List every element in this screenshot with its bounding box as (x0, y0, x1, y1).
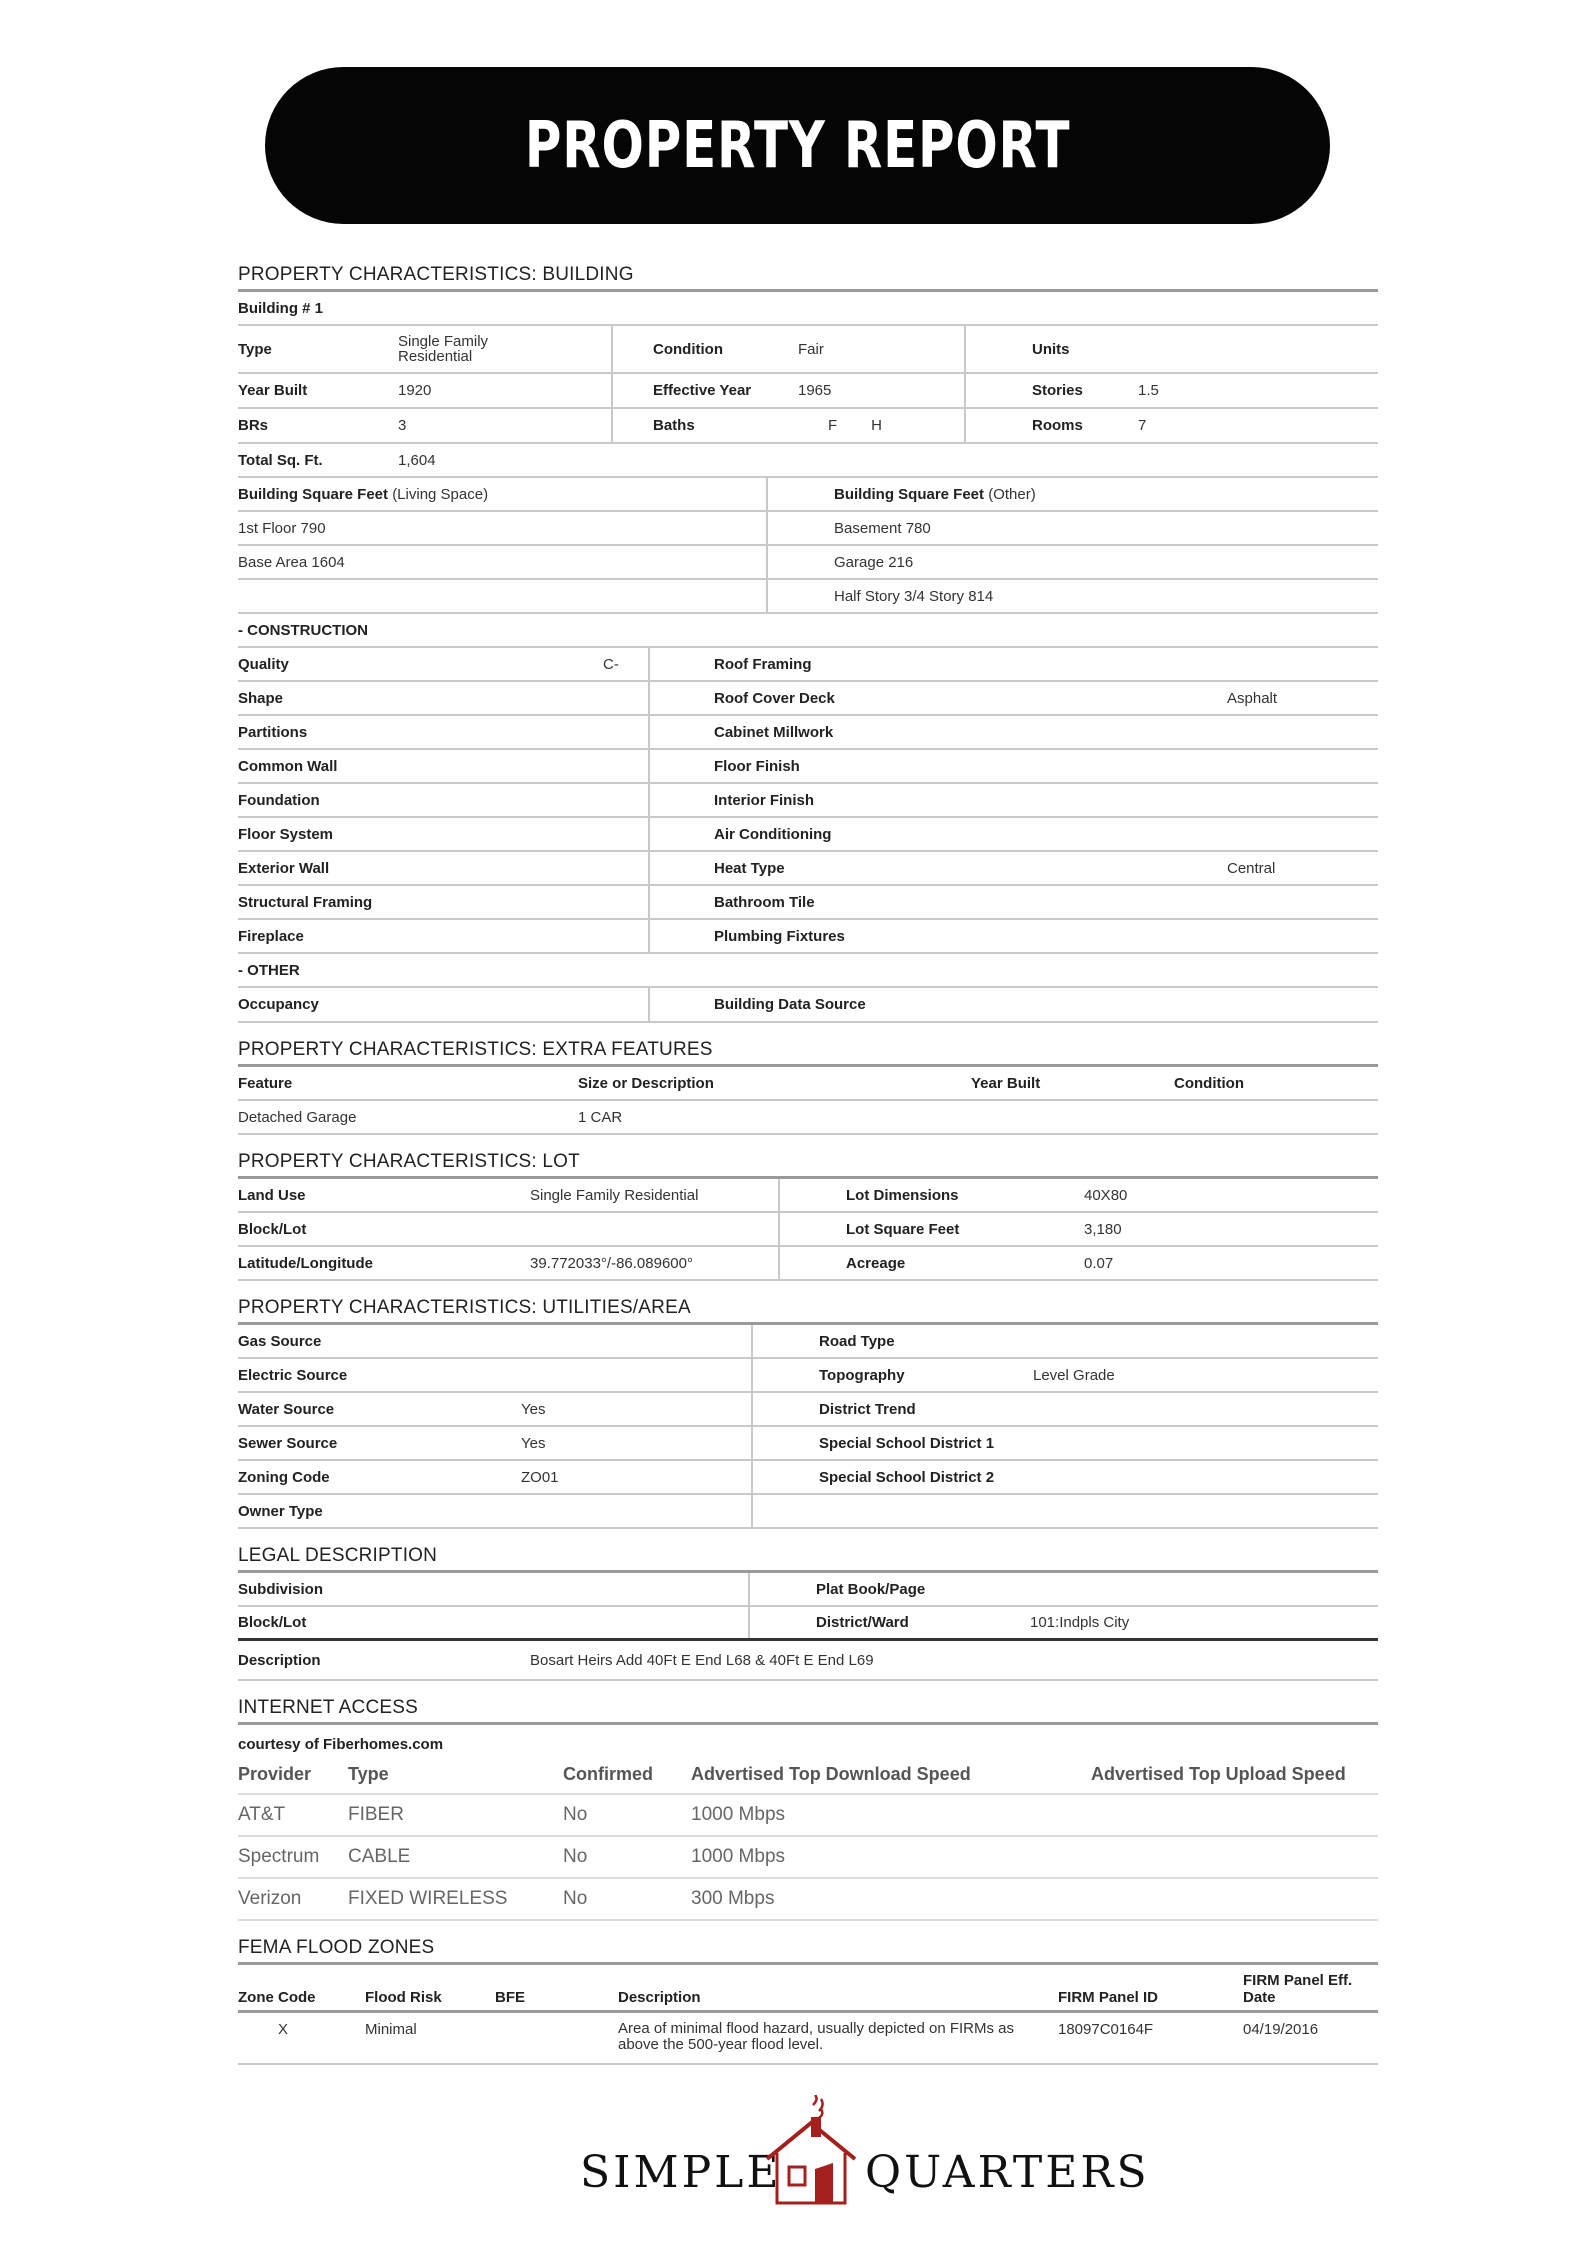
type-row (238, 326, 1378, 374)
fema-row (238, 2013, 1378, 2065)
title-banner (265, 67, 1330, 224)
extra-header: Feature (238, 1074, 293, 1092)
construction-label: Foundation (238, 791, 320, 809)
lot-label: Land Use (238, 1186, 306, 1204)
extra-header: Year Built (971, 1074, 1041, 1092)
extra-cell (1174, 1101, 1378, 1133)
other-space-header (768, 478, 1378, 510)
internet-cell: AT&T (238, 1804, 286, 1825)
page-title: PROPERTY REPORT (524, 108, 1071, 183)
extra-cell: Detached Garage (238, 1108, 357, 1126)
other-item: Garage 216 (834, 553, 914, 571)
units-label: Units (1032, 340, 1070, 358)
lot-label: Acreage (846, 1254, 906, 1272)
sqft-row (238, 546, 1378, 580)
construction-row (238, 682, 1378, 716)
internet-row (238, 1795, 1378, 1837)
total-sqft-label: Total Sq. Ft. (238, 451, 323, 469)
brs-row (238, 409, 1378, 444)
logo-text-right: QUARTERS (865, 2147, 1150, 2198)
extra-row (238, 1101, 1378, 1135)
fema-cell: 04/19/2016 (1243, 2021, 1319, 2038)
baths-value (798, 409, 966, 442)
occupancy-row (238, 988, 1378, 1023)
utilities-value (1033, 1427, 1378, 1459)
utilities-value: Yes (521, 1393, 753, 1425)
internet-header: Advertised Top Download Speed (691, 1763, 971, 1784)
internet-row (238, 1879, 1378, 1921)
baths-full: F (828, 417, 838, 434)
fema-cell: Area of minimal flood hazard, usually depicted on FIRMs as above the 500-year flood level. (618, 2020, 1015, 2053)
sqft-row (238, 580, 1378, 614)
construction-label: Shape (238, 689, 284, 707)
fema-header: Description (618, 1989, 701, 2006)
lot-row (238, 1179, 1378, 1213)
year-built-row (238, 374, 1378, 409)
stories-label: Stories (1032, 382, 1083, 399)
utilities-label: Zoning Code (238, 1468, 330, 1486)
other-item: Half Story 3/4 Story 814 (834, 587, 994, 605)
description-value: Bosart Heirs Add 40Ft E End L68 & 40Ft E End L69 (530, 1651, 874, 1669)
utilities-value (1033, 1325, 1378, 1357)
report-body (238, 262, 1378, 2065)
legal-description-row (238, 1641, 1378, 1681)
construction-value (1227, 886, 1378, 918)
internet-header: Provider (238, 1763, 312, 1784)
extra-cell (971, 1101, 1174, 1133)
construction-value: Asphalt (1227, 689, 1278, 707)
lot-table (238, 1179, 1378, 1281)
utilities-label: District Trend (819, 1400, 916, 1418)
lot-value: 0.07 (1084, 1254, 1114, 1272)
brs-label: BRs (238, 417, 269, 434)
construction-label: Partitions (238, 723, 308, 741)
extra-header: Condition (1174, 1074, 1244, 1092)
other-item: Basement 780 (834, 519, 931, 537)
utilities-value: Level Grade (1033, 1366, 1115, 1384)
lot-value: 39.772033°/-86.089600° (530, 1247, 780, 1279)
living-item: 1st Floor 790 (238, 512, 768, 544)
lot-label: Lot Dimensions (846, 1186, 959, 1204)
courtesy-note: courtesy of Fiberhomes.com (238, 1736, 444, 1753)
construction-row (238, 852, 1378, 886)
fema-header: FIRM Panel Eff. Date (1243, 1972, 1353, 2006)
internet-cell: FIXED WIRELESS (348, 1888, 508, 1909)
utilities-row (238, 1393, 1378, 1427)
logo-text-left: SIMPLE (580, 2147, 782, 2198)
construction-label: Air Conditioning (714, 825, 832, 843)
utilities-label: Electric Source (238, 1366, 348, 1384)
utilities-label: Special School District 2 (819, 1468, 995, 1486)
living-space-header (238, 478, 768, 510)
section-title-internet: INTERNET ACCESS (238, 1695, 1378, 1725)
utilities-value: Yes (521, 1427, 753, 1459)
rooms-label: Rooms (1032, 417, 1083, 434)
fema-header: Flood Risk (365, 1989, 442, 2006)
utilities-row (238, 1495, 1378, 1529)
construction-label: Heat Type (714, 859, 785, 877)
section-title-fema: FEMA FLOOD ZONES (238, 1935, 1378, 1965)
baths-half: H (871, 417, 883, 434)
construction-value: Central (1227, 859, 1276, 877)
extra-header-row (238, 1067, 1378, 1101)
construction-label: Fireplace (238, 927, 304, 945)
type-label: Type (238, 340, 272, 358)
section-title-extra: PROPERTY CHARACTERISTICS: EXTRA FEATURES (238, 1037, 1378, 1067)
lot-label: Lot Square Feet (846, 1220, 960, 1238)
construction-label: Roof Framing (714, 655, 812, 673)
utilities-value (521, 1495, 753, 1527)
construction-value (1227, 750, 1378, 782)
fema-header: FIRM Panel ID (1058, 1989, 1159, 2006)
construction-value (603, 716, 650, 748)
construction-label: Plumbing Fixtures (714, 927, 845, 945)
house-icon (763, 2095, 859, 2207)
internet-cell: No (563, 1804, 588, 1825)
lot-row (238, 1213, 1378, 1247)
construction-table (238, 648, 1378, 954)
type-value: Single Family Residential (398, 326, 613, 372)
occupancy-label: Occupancy (238, 988, 650, 1021)
internet-cell: Spectrum (238, 1846, 320, 1867)
description-label: Description (238, 1651, 321, 1669)
fema-cell: X (278, 2021, 289, 2038)
construction-label: Cabinet Millwork (714, 723, 834, 741)
simple-quarters-logo (580, 2095, 1150, 2210)
extra-header: Size or Description (578, 1074, 714, 1092)
other-title: - OTHER (238, 954, 1378, 988)
utilities-value: ZO01 (521, 1461, 753, 1493)
sqft-row (238, 512, 1378, 546)
sqft-header-row (238, 478, 1378, 512)
legal-row (238, 1573, 1378, 1607)
stories-value: 1.5 (1138, 382, 1159, 399)
construction-value (603, 852, 650, 884)
construction-label: Floor Finish (714, 757, 800, 775)
extra-cell: 1 CAR (578, 1108, 623, 1126)
construction-value (603, 784, 650, 816)
internet-row (238, 1837, 1378, 1879)
construction-value: C- (603, 648, 650, 680)
lot-row (238, 1247, 1378, 1281)
construction-label: Bathroom Tile (714, 893, 815, 911)
utilities-label: Special School District 1 (819, 1434, 995, 1452)
district-value: 101:Indpls City (1030, 1614, 1130, 1631)
other-suffix: (Other) (988, 485, 1036, 503)
utilities-label: Water Source (238, 1400, 335, 1418)
fema-cell: Minimal (365, 2021, 417, 2038)
construction-value (603, 818, 650, 850)
internet-cell: 300 Mbps (691, 1888, 775, 1909)
fema-cell: 18097C0164F (1058, 2021, 1154, 2038)
construction-label: Structural Framing (238, 893, 373, 911)
condition-value: Fair (798, 326, 966, 372)
data-source-label: Building Data Source (714, 996, 866, 1013)
effective-year-label: Effective Year (653, 382, 752, 399)
utilities-row (238, 1461, 1378, 1495)
living-suffix: (Living Space) (392, 485, 489, 503)
building-number: Building # 1 (238, 299, 324, 317)
subdivision-label: Subdivision (238, 1573, 750, 1605)
construction-value (1227, 716, 1378, 748)
brs-value: 3 (398, 409, 613, 442)
year-built-value: 1920 (398, 374, 613, 407)
construction-label: Interior Finish (714, 791, 815, 809)
utilities-value (1033, 1393, 1378, 1425)
utilities-row (238, 1325, 1378, 1359)
utilities-label (753, 1495, 1033, 1527)
other-label: Building Square Feet (834, 485, 985, 503)
internet-cell: Verizon (238, 1888, 302, 1909)
total-sqft-value: 1,604 (398, 451, 436, 469)
construction-label: Floor System (238, 825, 334, 843)
construction-row (238, 784, 1378, 818)
total-sqft-row (238, 444, 1378, 478)
fema-header: Zone Code (238, 1989, 316, 2006)
lot-value: 40X80 (1084, 1186, 1128, 1204)
fema-header: BFE (495, 1989, 525, 2006)
internet-cell: No (563, 1846, 588, 1867)
rooms-value: 7 (1138, 417, 1147, 434)
legal-row (238, 1607, 1378, 1641)
section-title-utilities: PROPERTY CHARACTERISTICS: UTILITIES/AREA (238, 1295, 1378, 1325)
construction-row (238, 750, 1378, 784)
lot-label: Latitude/Longitude (238, 1254, 373, 1272)
baths-label: Baths (653, 417, 695, 434)
construction-row (238, 716, 1378, 750)
construction-label: Common Wall (238, 757, 338, 775)
construction-row (238, 886, 1378, 920)
living-item (238, 580, 768, 612)
internet-cell: 1000 Mbps (691, 1846, 786, 1867)
living-item: Base Area 1604 (238, 546, 768, 578)
utilities-value (1033, 1461, 1378, 1493)
construction-row (238, 920, 1378, 954)
internet-cell: No (563, 1888, 588, 1909)
construction-label: Quality (238, 655, 289, 673)
utilities-label: Gas Source (238, 1332, 322, 1350)
construction-label: Exterior Wall (238, 859, 330, 877)
utilities-table (238, 1325, 1378, 1529)
construction-value (1227, 784, 1378, 816)
construction-value (1227, 648, 1378, 680)
units-value (1138, 326, 1378, 372)
construction-value (603, 750, 650, 782)
year-built-label: Year Built (238, 382, 308, 399)
construction-label: Roof Cover Deck (714, 689, 835, 707)
living-label: Building Square Feet (238, 485, 389, 503)
section-title-building: PROPERTY CHARACTERISTICS: BUILDING (238, 262, 1378, 292)
building-number-row (238, 292, 1378, 326)
utilities-row (238, 1359, 1378, 1393)
utilities-label: Road Type (819, 1332, 895, 1350)
internet-table (238, 1795, 1378, 1921)
condition-label: Condition (653, 340, 723, 358)
utilities-value (1033, 1495, 1378, 1527)
internet-cell: FIBER (348, 1804, 404, 1825)
internet-cell: 1000 Mbps (691, 1804, 786, 1825)
construction-row (238, 818, 1378, 852)
utilities-label: Sewer Source (238, 1434, 338, 1452)
construction-value (603, 886, 650, 918)
internet-cell: CABLE (348, 1846, 411, 1867)
lot-label: Block/Lot (238, 1220, 307, 1238)
utilities-value (521, 1325, 753, 1357)
lot-value (530, 1213, 780, 1245)
section-title-lot: PROPERTY CHARACTERISTICS: LOT (238, 1149, 1378, 1179)
utilities-value (521, 1359, 753, 1391)
effective-year-value: 1965 (798, 374, 966, 407)
construction-value (603, 682, 650, 714)
internet-header: Type (348, 1763, 389, 1784)
construction-row (238, 648, 1378, 682)
internet-header-row (238, 1755, 1378, 1795)
internet-header: Advertised Top Upload Speed (1091, 1763, 1346, 1784)
construction-value (603, 920, 650, 952)
section-title-legal: LEGAL DESCRIPTION (238, 1543, 1378, 1573)
legal-blocklot-label: Block/Lot (238, 1607, 750, 1638)
construction-value (1227, 920, 1378, 952)
construction-value (1227, 818, 1378, 850)
lot-value: 3,180 (1084, 1220, 1122, 1238)
fema-header-row (238, 1965, 1378, 2013)
utilities-label: Topography (819, 1366, 905, 1384)
district-label: District/Ward (816, 1614, 909, 1631)
construction-title: - CONSTRUCTION (238, 614, 1378, 648)
plat-label: Plat Book/Page (816, 1580, 926, 1598)
utilities-row (238, 1427, 1378, 1461)
utilities-label: Owner Type (238, 1502, 323, 1520)
lot-value: Single Family Residential (530, 1179, 780, 1211)
internet-header: Confirmed (563, 1763, 653, 1784)
